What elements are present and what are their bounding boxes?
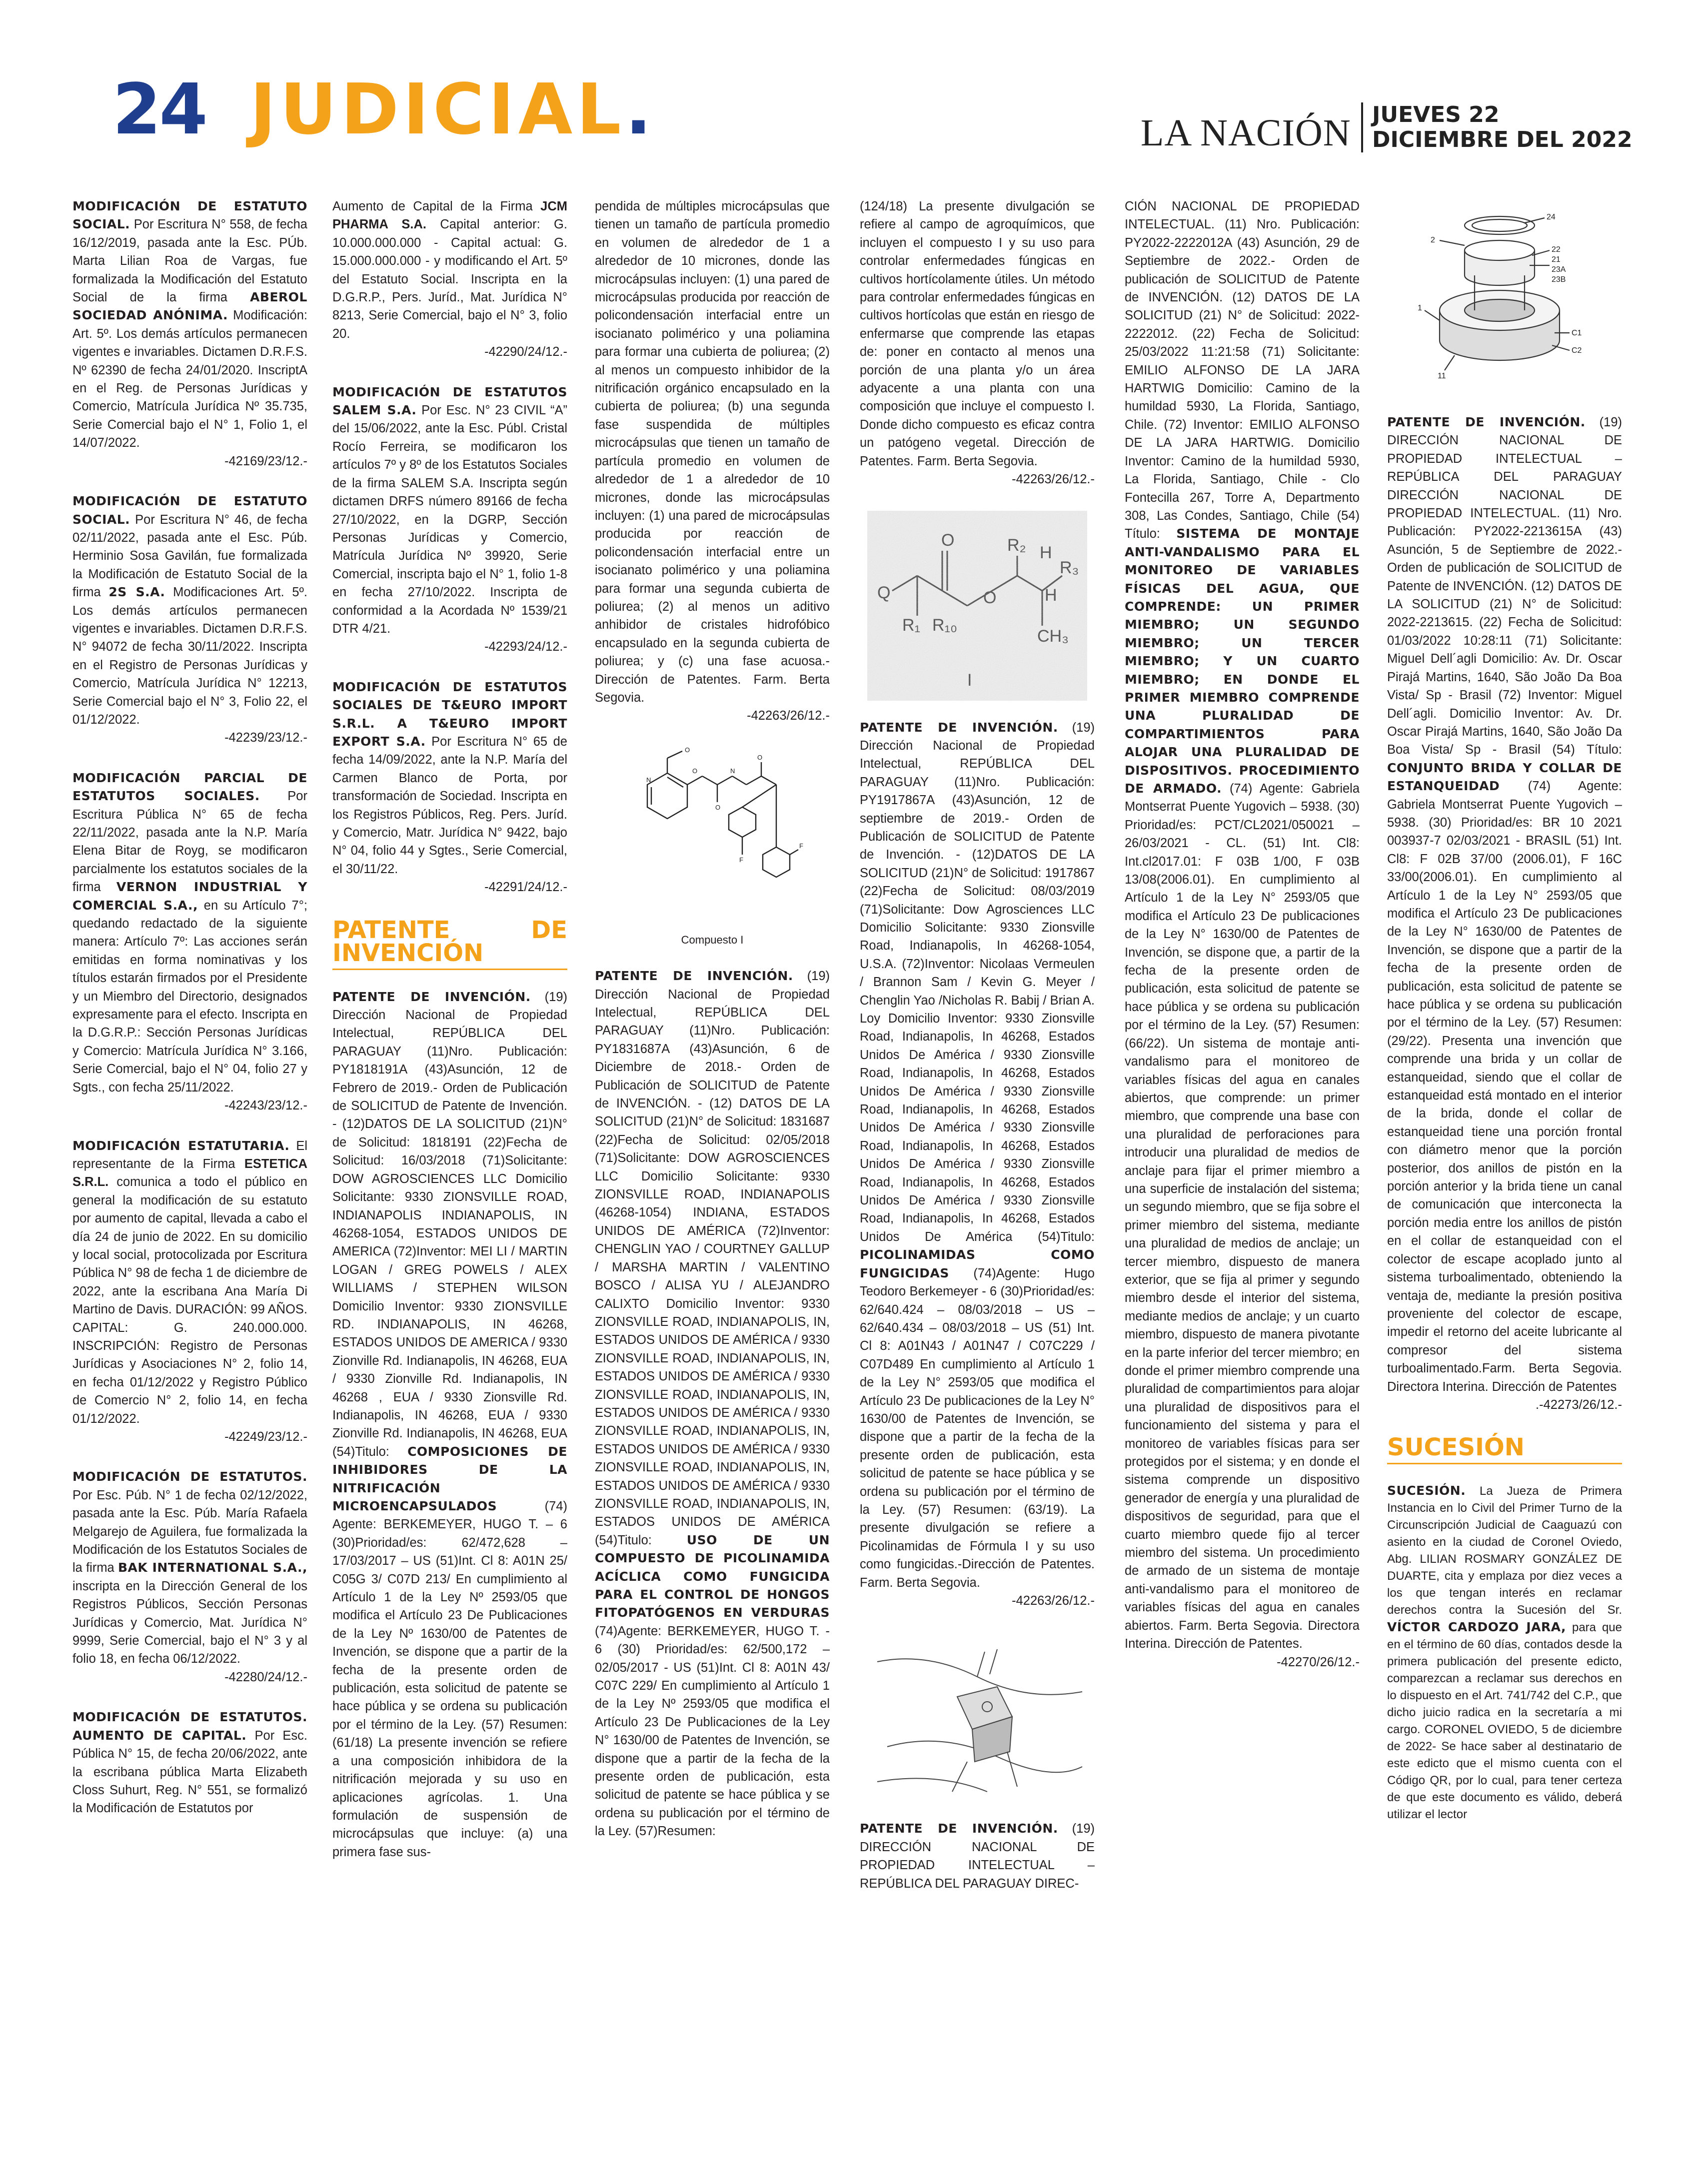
company-name: JCM PHARMA S.A. bbox=[332, 199, 567, 232]
notice-text: (124/18) La presente divulgación se refiere al campo de agroquímicos, que incluyen el compuesto I y su uso para controlar enfermedades fúngicas en cultivos hortícolamente útiles. Un método para controlar enfermedades fúngicas en cultivos hortícolas que están en riesgo de enfermarse que comprende las etapas de: poner en contacto al menos una porción de una planta y/o un área adyacente a una planta con una composición que incluye el compuesto I. Donde dicho compuesto es eficaz contra un patógeno vegetal. Dirección de Patentes. Farm. Berta Segovia. bbox=[860, 199, 1095, 468]
column-5 bbox=[1125, 197, 1360, 2152]
notice-text: Capital anterior: G. 10.000.000.000 - Capital actual: G. 15.000.000.000 - y modificando el Art. 5º del Estatuto Social. Inscripta en la D.G.R.P., Pers. Juríd., Mat. Jurídica N° 8213, Serie Comercial, bajo el N° 3, folio 20. bbox=[332, 217, 567, 341]
notice-text: Modificaciones Art. 5º. Los demás artículos permanecen vigentes e invariables. Dictamen D.R.F.S. N° 94072 de fecha 30/11/2022. Inscripta en el Registro de Personas Jurídicas y Comercio, Matrícula Jurídica N° 12213, Serie Comercial bajo el N° 3, Folio 22, el 01/12/2022. bbox=[72, 585, 307, 727]
notice-jcm bbox=[332, 197, 567, 361]
notice-lead: MODIFICACIÓN DE ESTATUTOS. AUMENTO DE CAPITAL. bbox=[72, 1710, 307, 1743]
svg-text:O: O bbox=[715, 803, 721, 811]
notice-text: El representante de la Firma bbox=[72, 1138, 307, 1171]
notice-ref: -42263/26/12.- bbox=[1012, 472, 1095, 487]
patent-title: USO DE UN COMPUESTO DE PICOLINAMIDA ACÍCLICA COMO FUNGICIDA PARA EL CONTROL DE HONGOS FITOPATÓGENOS EN VERDURAS bbox=[595, 1532, 830, 1620]
svg-text:O: O bbox=[692, 767, 698, 775]
issue-month-year: DICIEMBRE DEL 2022 bbox=[1372, 127, 1633, 152]
notice-text: (19) Dirección Nacional de Propiedad Intelectual, REPÚBLICA DEL PARAGUAY (11)Nro. Publicación: PY1917867A (43)Asunción, 12 de septiembre de 2019.- Orden de Publicación de SOLICITUD de Patente de Invención. - (12)DATOS DE LA SOLICITUD (21)N° de Solicitud: 1917867 (22)Fecha de Solicitud: 08/03/2019 (71)Solicitante: Dow Agrosciences LLC Domicilio Solicitante: 9330 Zionsville Road, Indianapolis, In 46268-1054, U.S.A. (72)Inventor: Nicolaas Vermeulen / Brannon Sam / Kevin G. Meyer / Chenglin Yao /Nicholas R. Babij / Brian A. Loy Domicilio Inventor: 9330 Zionsville Road, Indianapolis, In 46268, Estados Unidos De América / 9330 Zionsville Road, Indianapolis, In 46268, Estados Unidos De América / 9330 Zionsville Road, Indianapolis, In 46268, Estados Unidos De América / 9330 Zionsville Road, Indianapolis, In 46268, Estados Unidos De América / 9330 Zionsville Road, Indianapolis, In 46268, Estados Unidos De América / 9330 Zionsville Road, Indianapolis, In 46268, Estados Unidos De América (54)Titulo: bbox=[860, 720, 1095, 1244]
page-number: 24 bbox=[112, 69, 206, 150]
figure-label: 2 bbox=[1431, 236, 1435, 244]
company-name: ABEROL SOCIEDAD ANÓNIMA. bbox=[72, 290, 307, 323]
notice-text: (74) Agente: Gabriela Montserrat Puente Yugovich – 5938. (30) Prioridad/es: BR 10 2021 003937-7 02/03/2021 - BRASIL (51) Int. Cl8: F 02B 37/00 (2006.01), F 16C 33/00(2006.01). En cumplimiento al Artículo 1 de la Ley N° 2593/05 que modifica el Artículo 23 De publicaciones de la Ley N° 1630/00 de Patentes de Invención, se dispone que a partir de la fecha de la presente orden de publicación, esta solicitud de patente se hace pública y se ordena su publicación por el término de la Ley. (57) Resumen: (29/22). Presenta una invención que comprende una brida y un collar de estanqueidad, siendo que el collar de estanqueidad está montado en el interior de la brida, donde el collar de estanqueidad tiene una porción frontal con diámetro menor que la porción posterior, dos anillos de pistón en la porción anterior y la brida tiene un canal de comunicación que interconecta la porción media entre los anillos de pistón en el collar de estanqueidad con el colector de escape acoplado junto al sistema turboalimentado, obteniendo la ventaja de, mediante la presión positiva proveniente del colector de escape, impedir el retorno del aceite lubricante al compresor del sistema turboalimentado.Farm. Berta Segovia. Directora Interina. Dirección de Patentes bbox=[1387, 779, 1622, 1394]
figure-label: 23B bbox=[1552, 275, 1566, 284]
notice-patent-1818191 bbox=[332, 988, 567, 1862]
svg-text:R₁₀: R₁₀ bbox=[932, 615, 958, 635]
notice-lead: MODIFICACIÓN DE ESTATUTOS SALEM S.A. bbox=[332, 384, 567, 418]
svg-text:O: O bbox=[757, 753, 763, 761]
notice-patent-1831687 bbox=[595, 967, 830, 1841]
figure-label: C2 bbox=[1572, 346, 1582, 355]
notice-ref: -42263/26/12.- bbox=[747, 709, 830, 723]
notice-text: inscripta en la Dirección General de los Registros Públicos, Sección Personas Jurídicas y Comercio, Mat. Jurídica N° 9999, Serie Comercial, bajo el N° 3 y al folio 18, en fecha 06/12/2022. bbox=[72, 1579, 307, 1666]
column-6 bbox=[1387, 197, 1622, 2152]
column-1 bbox=[72, 197, 307, 2152]
svg-text:O: O bbox=[941, 530, 955, 550]
svg-text:R₂: R₂ bbox=[1007, 535, 1026, 555]
notice-teuro bbox=[332, 678, 567, 897]
column-3 bbox=[595, 197, 830, 2152]
notice-bak bbox=[72, 1468, 307, 1686]
patent-title: SISTEMA DE MONTAJE ANTI-VANDALISMO PARA EL MONITOREO DE VARIABLES FÍSICAS DEL AGUA, QUE COMPRENDE: UN PRIMER MIEMBRO; UN SEGUNDO MIEMBRO; UN TERCER MIEMBRO; Y UN CUARTO MIEMBRO; EN DONDE EL PRIMER MIEMBRO COMPRENDE UNA PLURALIDAD DE COMPARTIMIENTOS PARA ALOJAR UNA PLURALIDAD DE DISPOSITIVOS. PROCEDIMIENTO DE ARMADO. bbox=[1125, 526, 1360, 796]
notice-patent-2213615 bbox=[1387, 413, 1622, 1414]
notice-lead: MODIFICACIÓN DE ESTATUTOS SOCIALES DE T&EURO IMPORT S.R.L. A T&EURO IMPORT EXPORT S.A. bbox=[332, 679, 567, 749]
notice-text: Por Esc. N° 23 CIVIL “A” del 15/06/2022, ante la Esc. Públ. Cristal Rocío Ferreira, se modificaron los artículos 7º y 8º de los Estatutos Sociales de la firma SALEM S.A. Inscripta según dictamen DRFS número 89166 de fecha 27/10/2022, en la DGRP, Sección Personas Jurídicas y Comercio, Matrícula Jurídica Nº 39920, Serie Comercial, inscripta bajo el N° 1, folio 1-8 en fecha 27/10/2022. Inscripta de conformidad a la Acordada Nº 1539/21 DTR 4/21. bbox=[332, 403, 567, 636]
notice-text: (19) DIRECCIÓN NACIONAL DE PROPIEDAD INTELECTUAL – REPÚBLICA DEL PARAGUAY DIRECCIÓN NACIONAL DE PROPIEDAD INTELECTUAL. (11) Nro. Publicación: PY2022-2213615A (43) Asunción, 5 de Septiembre de 2022.- Orden de publicación de SOLICITUD de Patente de INVENCIÓN. (12) DATOS DE LA SOLICITUD (21) N° de Solicitud: 2022-2213615. (22) Fecha de Solicitud: 01/03/2022 10:28:11 (71) Solicitante: Miguel Dell´agli Domicilio: Av. Dr. Oscar Pirajá Martins, 1640, São João Da Boa Vista/ Sp - Brasil (72) Inventor: Miguel Dell´agli. Domicilio Inventor: Av. Dr. Oscar Pirajá Martins, 1640, São João Da Boa Vista/ Sp - Brasil (54) Título: bbox=[1387, 415, 1622, 757]
notice-patent-1831687-cont bbox=[860, 197, 1095, 489]
svg-text:F: F bbox=[799, 842, 803, 850]
notice-lead: PATENTE DE INVENCIÓN. bbox=[332, 989, 531, 1004]
notice-lead: MODIFICACIÓN DE ESTATUTO SOCIAL. bbox=[72, 494, 307, 527]
notice-text: Por Escritura N° 46, de fecha 02/11/2022, pasada ante el Esc. Púb. Herminio Sosa Gavilán, fue formalizada la Modificación de Estatuto Social de la firma bbox=[72, 512, 307, 600]
flange-collar-figure bbox=[1395, 205, 1615, 395]
notice-text: pendida de múltiples microcápsulas que tienen un tamaño de partícula promedio en volumen de alrededor de 1 a alrededor de 10 micrones, donde las microcápsulas incluyen: (1) una pared de microcápsulas producida por reacción de policondensación interfacial entre un isocianato polimérico y una poliamina para formar una cubierta de poliurea; (2) al menos un compuesto inhibidor de la nitrificación orgánico encapsulado en la cubierta de poliurea; (b) una segunda fase suspendida de múltiples microcápsulas que tienen un tamaño de partícula promedio en volumen de alrededor de 1 a alrededor de 10 micrones, donde las microcápsulas incluyen: (1) una pared de microcápsulas producida por reacción de policondensación interfacial entre un isocianato polimérico y una poliamina para formar una segunda cubierta de poliurea; (2) al menos un aditivo anhibidor de cristales hidrofóbico encapsulado en la segunda cubierta de poliurea; y (c) una fase acuosa.- Dirección de Patentes. Farm. Berta Segovia. bbox=[595, 199, 830, 705]
svg-text:R₁: R₁ bbox=[902, 615, 921, 635]
notice-text: (74) Agente: BERKEMEYER, HUGO T. – 6 (30)Prioridad/es: 62/472,628 – 17/03/2017 – US (51)Int. Cl 8: A01N 25/ C05G 3/ C07D 213/ En cumplimiento al Artículo 1 de la Ley Nº 2593/05 que modifica el Artículo 23 De Publicaciones de la Ley Nº 1630/00 de Patentes de Invención, se dispone que a partir de la fecha de la presente orden de publicación, esta solicitud de patente se hace pública y se ordena su publicación por el término de la Ley. (57) Resumen: (61/18) La presente invención se refiere a una composición inhibidora de la nitrificación mejorada y su uso en aplicaciones agrícolas. 1. Una formulación de suspensión de microcápsulas que incluye: (a) una primera fase sus- bbox=[332, 1499, 567, 1859]
figure-label: 1 bbox=[1418, 304, 1422, 312]
company-name: ESTETICA S.R.L. bbox=[72, 1156, 307, 1189]
succession-section-heading: SUCESIÓN bbox=[1387, 1436, 1622, 1464]
section-name: JUDICIAL bbox=[250, 69, 625, 150]
notice-ref: -42263/26/12.- bbox=[1012, 1594, 1095, 1608]
section-dot: . bbox=[625, 69, 656, 150]
person-name: VÍCTOR CARDOZO JARA, bbox=[1387, 1620, 1567, 1635]
notice-ref: .-42273/26/12.- bbox=[1536, 1397, 1622, 1412]
notice-aberol bbox=[72, 197, 307, 470]
notice-text: Por Esc. Pública N° 15, de fecha 20/06/2022, ante la escribana pública Marta Elizabeth Closs Suhurt, Reg. N° 551, se formalizó la Modificación de Estatutos por bbox=[72, 1728, 307, 1816]
notice-lead: MODIFICACIÓN DE ESTATUTOS. bbox=[72, 1469, 307, 1484]
notice-lead: PATENTE DE INVENCIÓN. bbox=[860, 1821, 1058, 1836]
svg-text:H: H bbox=[1040, 543, 1052, 562]
notice-text: CIÓN NACIONAL DE PROPIEDAD INTELECTUAL. (11) Nro. Publicación: PY2022-2222012A (43) Asunción, 29 de Septiembre de 2022.- Orden de publicación de SOLICITUD de Patente de INVENCIÓN. (12) DATOS DE LA SOLICITUD (21) N° de Solicitud: 2022-2222012. (22) Fecha de Solicitud: 25/03/2022 11:21:58 (71) Solicitante: EMILIO ALFONSO DE LA JARA HARTWIG Domicilio: Camino de la humildad 5930, La Florida, Santiago, Chile. (72) Inventor: EMILIO ALFONSO DE LA JARA HARTWIG. Domicilio Inventor: Camino de la humildad 5930, La Florida, Santiago, Chile - Clo Fontecilla 267, Torre A, Departmento 308, Las Condes, Santiago, Chile (54) Título: bbox=[1125, 199, 1360, 541]
notice-text: en su Artículo 7°; quedando redactado de la siguiente manera: Artículo 7º: Las acciones serán emitidas en forma nominativas y los títulos estarán firmados por el Presidente y un Miembro del Directorio, designados expresamente para el efecto. Inscripta en la D.G.R.P.: Sección Personas Jurídicas y Comercio: Matrícula Jurídica N° 3.166, Serie Comercial, bajo el N° 04, folio 27 y Sgts., con fecha 25/11/2022. bbox=[72, 898, 307, 1094]
svg-text:H: H bbox=[1045, 585, 1057, 605]
svg-text:N: N bbox=[730, 767, 735, 775]
header-divider bbox=[1361, 102, 1363, 152]
notice-text: para que en el término de 60 días, contados desde la primera publicación del presente edicto, comparezcan a reclamar sus derechos en lo dispuesto en el Art. 741/742 del C.P., que dicho juicio radica en la secretaría a mi cargo. CORONEL OVIEDO, 5 de diciembre de 2022- Se hace saber al destinatario de este edicto que el mismo cuenta con el Código QR, por lo cual, para tener certeza de que este documento es válido, deberá utilizar el lector bbox=[1387, 1621, 1622, 1822]
mounting-system-figure bbox=[867, 1632, 1087, 1802]
notice-text: (74)Agente: Hugo Teodoro Berkemeyer - 6 (30)Prioridad/es: 62/640.424 – 08/03/2018 – US – 62/640.434 – 08/03/2018 – US (51) Int. Cl 8: A01N43 / A01N47 / C07C229 / C07D489 En cumplimiento al Artículo 1 de la Ley N° 2593/05 que modifica el Artículo 23 De publicaciones de la Ley N° 1630/00 de Patentes de Invención, se dispone que a partir de la fecha de la presente orden de publicación, esta solicitud de patente se hace pública y se ordena su publicación por el término de la Ley. (57) Resumen: (63/19). La presente divulgación se refiere a Picolinamidas de Fórmula I y su uso como fungicidas.-Dirección de Patentes. Farm. Berta Segovia. bbox=[860, 1266, 1095, 1590]
column-2 bbox=[332, 197, 567, 2152]
notice-patent-1818191-cont bbox=[595, 197, 830, 725]
notice-text: (19) Dirección Nacional de Propiedad Intelectual, REPÚBLICA DEL PARAGUAY (11)Nro. Publicación: PY1831687A (43)Asunción, 6 de Diciembre de 2018.- Orden de Publicación de SOLICITUD de Patente de INVENCIÓN. - (12) DATOS DE LA SOLICITUD (21)N° de Solicitud: 1831687 (22)Fecha de Solicitud: 02/05/2018 (71)Solicitante: DOW AGROSCIENCES LLC Domicilio Solicitante: 9330 ZIONSVILLE ROAD, INDIANAPOLIS (46268-1054) INDIANA, ESTADOS UNIDOS DE AMÉRICA (72)Inventor: CHENGLIN YAO / COURTNEY GALLUP / MARSHA MARTIN / VALENTINO BOSCO / ALISA YU / ALEJANDRO CALIXTO Domicilio Inventor: 9330 ZIONSVILLE ROAD, INDIANAPOLIS, IN, ESTADOS UNIDOS DE AMÉRICA / 9330 ZIONSVILLE ROAD, INDIANAPOLIS, IN, ESTADOS UNIDOS DE AMÉRICA / 9330 ZIONSVILLE ROAD, INDIANAPOLIS, IN, ESTADOS UNIDOS DE AMÉRICA / 9330 ZIONSVILLE ROAD, INDIANAPOLIS, IN, ESTADOS UNIDOS DE AMÉRICA / 9330 ZIONSVILLE ROAD, INDIANAPOLIS, IN, ESTADOS UNIDOS DE AMÉRICA / 9330 ZIONSVILLE ROAD, INDIANAPOLIS, IN, ESTADOS UNIDOS DE AMÉRICA (54)Titulo: bbox=[595, 969, 830, 1547]
figure-label: 11 bbox=[1438, 372, 1446, 380]
figure-label: 21 bbox=[1552, 255, 1561, 264]
figure-caption: Compuesto I bbox=[681, 933, 744, 946]
notice-lead: PATENTE DE INVENCIÓN. bbox=[595, 969, 793, 984]
notice-ref: -42270/26/12.- bbox=[1277, 1655, 1360, 1669]
notice-salem bbox=[332, 383, 567, 656]
company-name: 2S S.A. bbox=[108, 585, 165, 600]
notice-lead: MODIFICACIÓN PARCIAL DE ESTATUTOS SOCIALES. bbox=[72, 770, 307, 804]
svg-text:F: F bbox=[739, 856, 743, 864]
notice-text: Modificación: Art. 5º. Los demás artículos permanecen vigentes e invariables. Dictamen D.R.F.S. Nº 62390 de fecha 24/01/2020. InscriptA en el Reg. de Personas Jurídicas y Comercio, Matrícula Jurídica Nº 35.735, Serie Comercial bajo el N° 1, Folio 1, el 14/07/2022. bbox=[72, 308, 307, 450]
figure-label: 22 bbox=[1552, 245, 1561, 254]
notice-ref: -42239/23/12.- bbox=[224, 731, 307, 745]
notice-text: La Jueza de Primera Instancia en lo Civil del Primer Turno de la Circunscripción Judicial de Caaguazú con asiento en la ciudad de Coronel Oviedo, Abg. LILIAN ROSMARY GONZÁLEZ DE DUARTE, cita y emplaza por diez veces a los que tengan interés en reclamar derechos contra la Sucesión del Sr. bbox=[1387, 1484, 1622, 1617]
notice-patent-2222012 bbox=[860, 1820, 1095, 1893]
notice-ref: -42169/23/12.- bbox=[224, 454, 307, 468]
formula-i-figure bbox=[867, 511, 1087, 701]
notice-text: (19) Dirección Nacional de Propiedad Intelectual, REPÚBLICA DEL PARAGUAY (11)Nro. Publicación: PY1818191A (43)Asunción, 12 de Febrero de 2019.- Orden de Publicación de SOLICITUD de Patente de Invención. - (12)DATOS DE LA SOLICITUD (21)N° de Solicitud: 1818191 (22)Fecha de Solicitud: 16/03/2018 (71)Solicitante: DOW AGROSCIENCES LLC Domicilio Solicitante: 9330 ZIONSVILLE ROAD, INDIANAPOLIS INDIANAPOLIS, IN 46268-1054, ESTADOS UNIDOS DE AMERICA (72)Inventor: MEI LI / MARTIN LOGAN / GREG POWELS / ALEX WILLIAMS / STEPHEN WILSON Domicilio Inventor: 9330 ZIONSVILLE RD. INDIANAPOLIS, IN 46268, ESTADOS UNIDOS DE AMERICA / 9330 Zionville Rd. Indianapolis, IN 46268, EUA / 9330 Zionville Rd. Indianapolis, IN 46268 , EUA / 9330 Zionsville Rd. Indianapolis, IN 46268, EUA / 9330 Zionville Rd. Indianapolis, IN 46268, EUA (54)Titulo: bbox=[332, 990, 567, 1459]
notice-patent-2222012-cont bbox=[1125, 197, 1360, 1671]
notice-ref: -42291/24/12.- bbox=[484, 880, 567, 895]
svg-text:R₃: R₃ bbox=[1060, 558, 1079, 577]
issue-day: JUEVES 22 bbox=[1372, 102, 1500, 127]
company-name: BAK INTERNATIONAL S.A., bbox=[117, 1560, 307, 1575]
notice-ref: -42249/23/12.- bbox=[224, 1430, 307, 1444]
notice-ref: -42290/24/12.- bbox=[484, 345, 567, 359]
notice-lead: PATENTE DE INVENCIÓN. bbox=[1387, 415, 1586, 429]
notice-lead: MODIFICACIÓN DE ESTATUTO SOCIAL. bbox=[72, 199, 307, 232]
notice-lead: SUCESIÓN. bbox=[1387, 1483, 1466, 1498]
notice-text: comunica a todo el público en general la modificación de su estatuto por aumento de capital, llevada a cabo el día 24 de junio de 2022. En su domicilio y local social, protocolizada por Escritura Pública N° 98 de fecha 1 de diciembre de 2022, ante la escribana Ana María Di Martino de Davis. DURACIÓN: 99 AÑOS. CAPITAL: G. 240.000.000. INSCRIPCIÓN: Registro de Personas Jurídicas y Asociaciones N° 2, folio 14, en fecha 01/12/2022 y Registro Público de Comercio N° 2, folio 14, en fecha 01/12/2022. bbox=[72, 1175, 307, 1426]
notice-jcm-start bbox=[72, 1708, 307, 1817]
notice-2s bbox=[72, 492, 307, 747]
notice-text: Por Escritura N° 65 de fecha 14/09/2022, ante la N.P. María del Carmen Blanco de Porta, por transformación de Sociedad. Inscripta en los Registros Públicos, Reg. Pers. Juríd. y Comercio, Matr. Jurídica N° 9422, bajo N° 04, folio 44 y Sgtes., Serie Comercial, el 30/11/22. bbox=[332, 734, 567, 876]
svg-text:O: O bbox=[685, 747, 690, 754]
figure-label: 23A bbox=[1552, 265, 1566, 274]
notice-text: Por Escritura Pública N° 65 de fecha 22/11/2022, pasada ante la N.P. María Elena Bitar de Royg, se modificaron parcialmente los estatutos sociales de la firma bbox=[72, 789, 307, 895]
notice-ref: -42243/23/12.- bbox=[224, 1098, 307, 1113]
company-name: VERNON INDUSTRIAL Y COMERCIAL S.A., bbox=[72, 880, 307, 913]
notice-lead: MODIFICACIÓN ESTATUTARIA. bbox=[72, 1138, 290, 1153]
svg-text:CH₃: CH₃ bbox=[1037, 626, 1069, 646]
notice-ref: -42293/24/12.- bbox=[484, 640, 567, 654]
column-4 bbox=[860, 197, 1095, 2152]
notice-vernon bbox=[72, 769, 307, 1115]
newspaper-logo: LA NACIÓN bbox=[1141, 112, 1351, 154]
patent-title: PICOLINAMIDAS COMO FUNGICIDAS bbox=[860, 1247, 1095, 1280]
notice-ref: -42280/24/12.- bbox=[224, 1670, 307, 1684]
notice-lead: PATENTE DE INVENCIÓN. bbox=[860, 720, 1058, 735]
svg-text:I: I bbox=[967, 670, 972, 690]
svg-text:Q: Q bbox=[877, 583, 891, 602]
compound-structure-figure bbox=[617, 747, 807, 927]
svg-text:O: O bbox=[983, 588, 997, 607]
notice-text: Por Escritura N° 558, de fecha 16/12/2019, pasada ante la Esc. PÚb. Marta Lilian Roa de Vargas, fue formalizada la Modificación del Estatuto Social de la firma bbox=[72, 217, 307, 305]
patent-section-heading: PATENTE DE INVENCIÓN bbox=[332, 919, 567, 970]
patent-title: COMPOSICIONES DE INHIBIDORES DE LA NITRIFICACIÓN MICROENCAPSULADOS bbox=[332, 1444, 567, 1513]
notice-text: (19) DIRECCIÓN NACIONAL DE PROPIEDAD INTELECTUAL – REPÚBLICA DEL PARAGUAY DIREC- bbox=[860, 1822, 1095, 1891]
notice-text: Por Esc. Púb. N° 1 de fecha 02/12/2022, pasada ante la Esc. Púb. María Rafaela Melgarejo de Aguilera, fue formalizada la Modificación de los Estatutos Sociales de la firma bbox=[72, 1488, 307, 1575]
figure-label: C1 bbox=[1572, 329, 1582, 337]
svg-text:N: N bbox=[646, 776, 651, 784]
figure-label: 24 bbox=[1547, 213, 1556, 221]
notice-patent-1917867 bbox=[860, 719, 1095, 1610]
notice-text: (74)Agente: BERKEMEYER, HUGO T. - 6 (30) Prioridad/es: 62/500,172 – 02/05/2017 - US (51)Int. Cl 8: A01N 43/ C07C 229/ En cumplimiento al Artículo 1 de la Ley Nº 2593/05 que modifica el Artículo 23 De Publicaciones de la Ley N° 1630/00 de Patentes de Invención, se dispone que a partir de la fecha de la presente orden de publicación, esta solicitud de patente se hace pública y se ordena su publicación por el término de la Ley. (57)Resumen: bbox=[595, 1624, 830, 1839]
notice-estetica bbox=[72, 1137, 307, 1446]
notice-text: (74) Agente: Gabriela Montserrat Puente Yugovich – 5938. (30) Prioridad/es: PCT/CL2021/050021 – 26/03/2021 - CL. (51) Int. Cl8: Int.cl2017.01: F 03B 1/00, F 03B 13/08(2006.01). En cumplimiento al Artículo 1 de la Ley N° 2593/05 que modifica el Artículo 23 De publicaciones de la Ley N° 1630/00 de Patentes de Invención, se dispone que, a partir de la fecha de la presente orden de publicación, esta solicitud de patente se hace pública y se ordena su publicación por el término de la Ley. (57) Resumen: (66/22). Un sistema de montaje anti-vandalismo para el monitoreo de variables físicas del agua en canales abiertos, que comprende: un primer miembro, que comprende una base con una pluralidad de perforaciones para introducir una pluralidad de medios de anclaje para fijar el primer miembro a una superficie de instalación del sistema; un segundo miembro, que se fija sobre el primer miembro del sistema, mediante una pluralidad de medios de anclaje; un tercer miembro, dispuesto de manera exterior, que se fija al primer y segundo miembro desde el interior del sistema, mediante medios de anclaje; y un cuarto miembro, dispuesto de manera pivotante en la parte inferior del tercer miembro; en donde el primer miembro comprende una pluralidad de compartimientos para alojar una pluralidad de dispositivos para el funcionamiento del sistema y para el monitoreo de variables físicas para ser protegidos por el sistema; y en donde el sistema comprende un dispositivo generador de energía y una pluralidad de dispositivos de seguridad, para que el cuarto miembro quede fijo al tercer miembro del sistema. Un procedimiento de armado de un sistema de montaje anti-vandalismo para el monitoreo de variables físicas del agua en canales abiertos. Farm. Berta Segovia. Directora Interina. Dirección de Patentes. bbox=[1125, 782, 1360, 1651]
patent-title: CONJUNTO BRIDA Y COLLAR DE ESTANQUEIDAD bbox=[1387, 760, 1622, 794]
issue-date bbox=[1372, 102, 1633, 152]
notice-succession bbox=[1387, 1482, 1622, 1823]
notice-text: Aumento de Capital de la Firma bbox=[332, 199, 541, 213]
section-title bbox=[250, 69, 656, 150]
